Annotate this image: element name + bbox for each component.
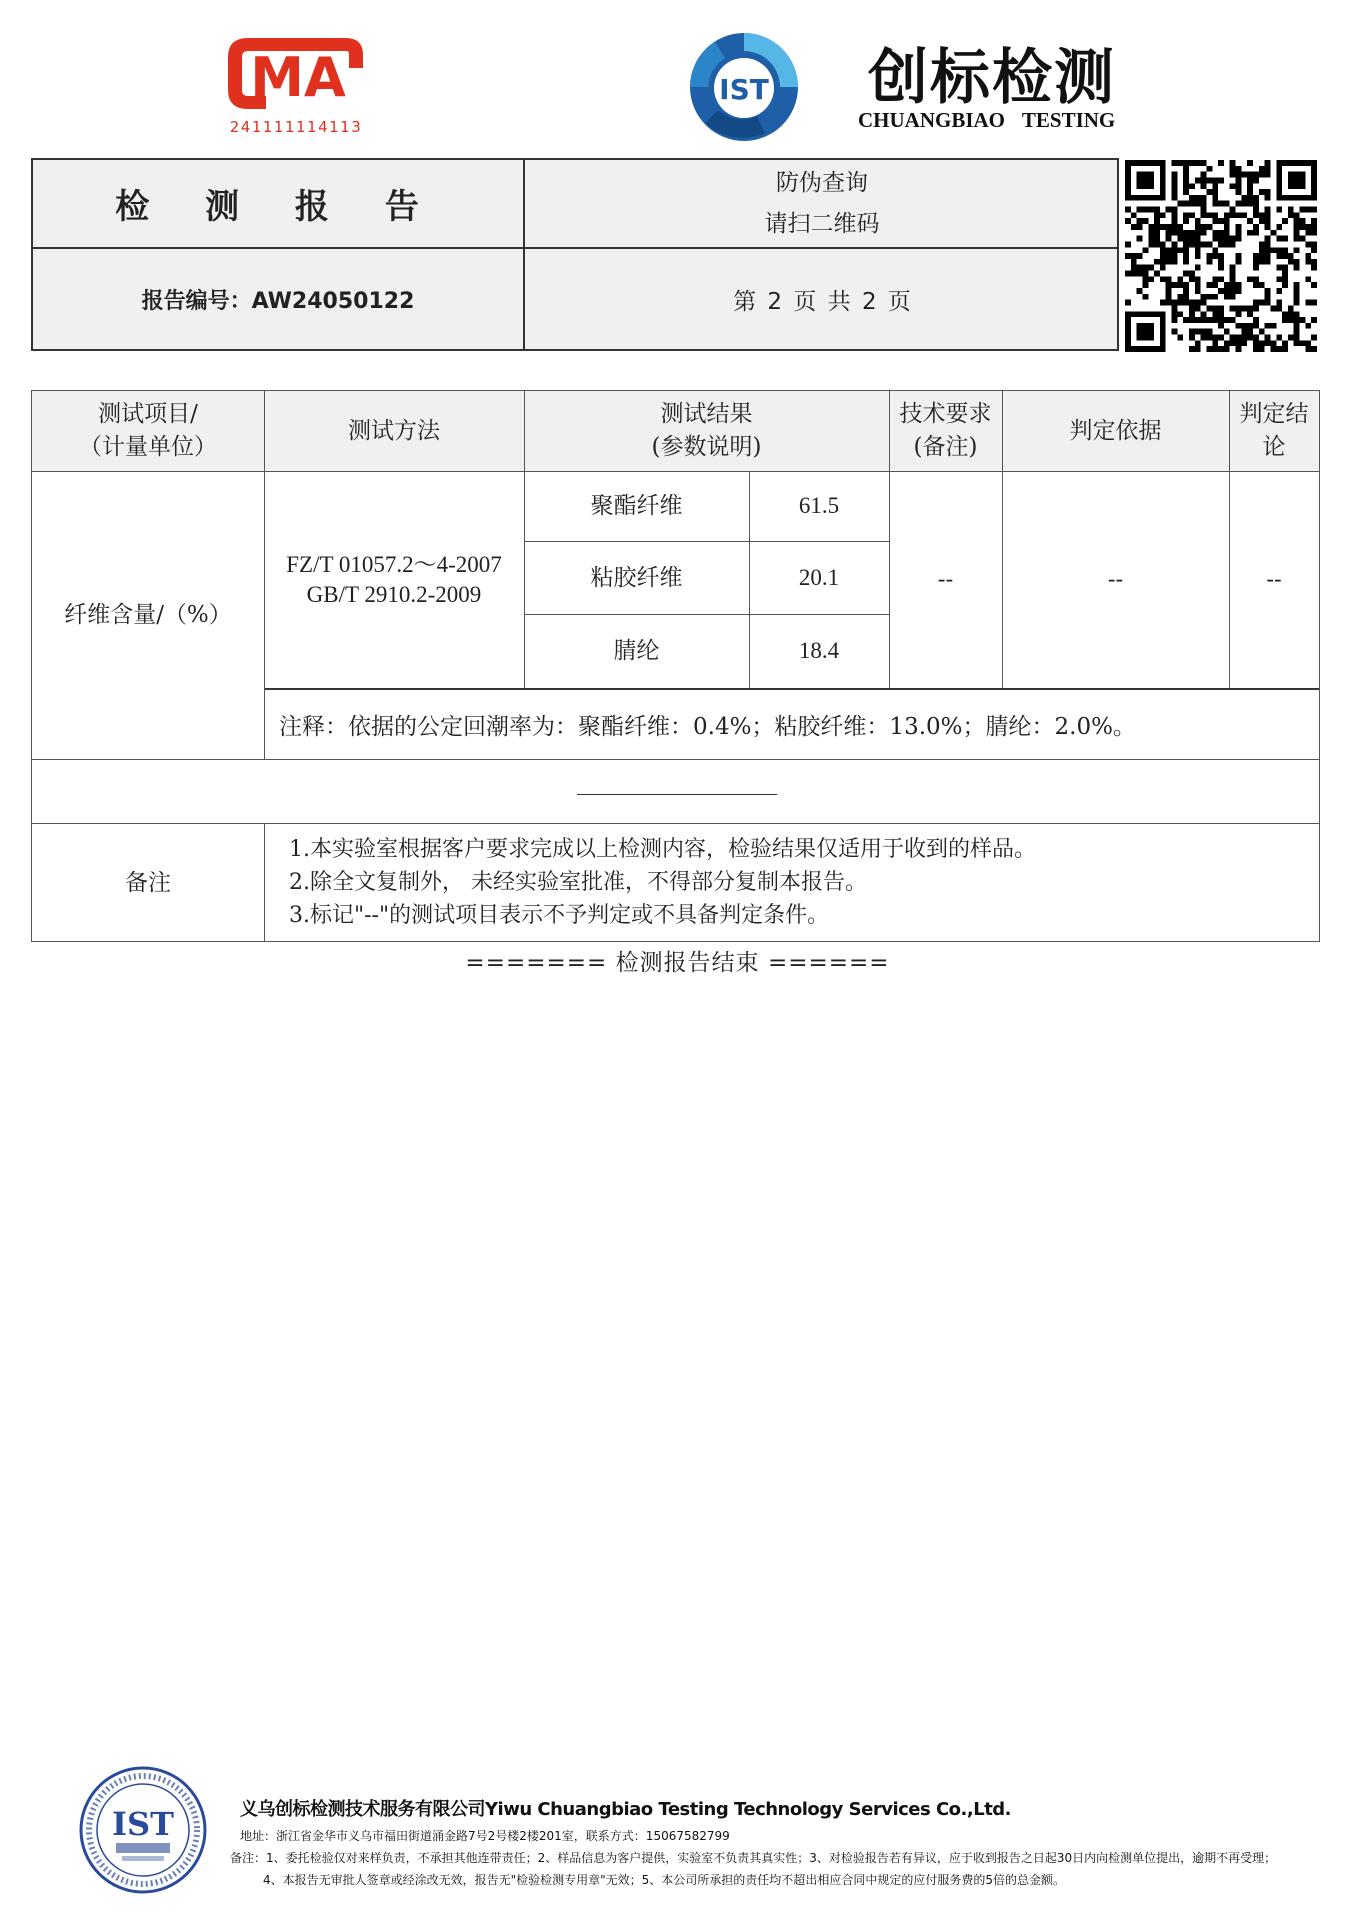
header-test-result-line2: (参数说明) xyxy=(651,434,762,460)
report-title: 检 测 报 告 xyxy=(115,187,441,227)
header-judgment-basis: 判定依据 xyxy=(1069,417,1162,444)
result-value: 18.4 xyxy=(798,638,840,663)
cma-logo-text: MA xyxy=(250,46,346,109)
tech-requirement-value: -- xyxy=(937,566,954,593)
result-value: 61.5 xyxy=(798,493,840,518)
result-value: 20.1 xyxy=(798,564,840,590)
test-method-line1: FZ/T 01057.2～4-2007 xyxy=(286,551,502,577)
footer-notes-line1: 备注：1、委托检验仅对来样负责，不承担其他连带责任；2、样品信息为客户提供，实验室不负责其真实性；3、对检验报告若有异议，应于收到报告之日起30日内向检测单位提出，逾期不再受理； xyxy=(230,1851,1277,1865)
cma-number: 241111114113 xyxy=(229,118,363,136)
header-test-item xyxy=(32,391,264,471)
header-test-item-line1: 测试项目/ xyxy=(98,401,198,427)
remarks-content xyxy=(264,823,1319,942)
brand-name-cn: 创标检测 xyxy=(868,43,1116,113)
test-method xyxy=(264,471,524,688)
header-test-method: 测试方法 xyxy=(348,417,440,444)
result-name: 腈纶 xyxy=(613,638,660,664)
report-number: 报告编号：AW24050122 xyxy=(141,288,415,314)
page-info: 第 2 页 共 2 页 xyxy=(733,288,911,315)
ist-logo xyxy=(685,28,803,146)
header-tech-line1: 技术要求 xyxy=(899,401,992,427)
ist-logo-text: IST xyxy=(719,73,769,106)
anti-fake-line2: 请扫二维码 xyxy=(764,210,880,237)
report-end-marker: ======= 检测报告结束 ====== xyxy=(465,950,890,976)
qr-code[interactable] xyxy=(1123,160,1319,352)
test-item-fiber-content: 纤维含量/（%） xyxy=(64,602,232,628)
anti-fake-query xyxy=(525,160,1119,247)
header-tech-requirement xyxy=(889,391,1002,471)
cma-logo xyxy=(218,30,373,138)
header-test-result xyxy=(524,391,889,471)
remarks-label: 备注 xyxy=(125,869,171,896)
anti-fake-line1: 防伪查询 xyxy=(776,169,868,196)
judgment-basis-value: -- xyxy=(1107,566,1124,593)
remark-item: 1.本实验室根据客户要求完成以上检测内容，检验结果仅适用于收到的样品。 xyxy=(289,837,1036,862)
footer-notes-line2: 4、本报告无审批人签章或经涂改无效，报告无"检验检测专用章"无效；5、本公司所承担的责任均不超出相应合同中规定的应付服务费的5倍的总金额。 xyxy=(263,1873,1065,1887)
header-judgment-conclusion: 判定结论 xyxy=(1239,401,1309,460)
remark-item: 2.除全文复制外， 未经实验室批准，不得部分复制本报告。 xyxy=(289,870,867,895)
header-test-item-line2: （计量单位） xyxy=(79,434,217,460)
separator-line xyxy=(577,794,777,795)
company-address: 地址：浙江省金华市义乌市福田街道涌金路7号2号楼2楼201室，联系方式：15067582799 xyxy=(240,1829,730,1843)
brand-name-en: CHUANGBIAO TESTING xyxy=(858,108,1116,132)
header-test-result-line1: 测试结果 xyxy=(660,401,753,427)
judgment-conclusion-value: -- xyxy=(1266,566,1282,593)
result-name: 粘胶纤维 xyxy=(590,564,683,591)
seal-text: IST xyxy=(112,1805,174,1843)
test-results-table xyxy=(31,390,1320,942)
company-seal xyxy=(78,1765,208,1895)
test-method-line2: GB/T 2910.2-2009 xyxy=(306,581,482,607)
moisture-regain-note: 注释：依据的公定回潮率为：聚酯纤维：0.4%；粘胶纤维：13.0%；腈纶：2.0%。 xyxy=(279,714,1136,740)
result-name: 聚酯纤维 xyxy=(590,493,683,519)
company-name: 义乌创标检测技术服务有限公司Yiwu Chuangbiao Testing Technology Services Co.,Ltd. xyxy=(240,1799,1012,1820)
report-header-table xyxy=(31,158,1119,351)
remark-item: 3.标记"--"的测试项目表示不予判定或不具备判定条件。 xyxy=(289,903,830,928)
header-tech-line2: (备注) xyxy=(913,434,978,460)
